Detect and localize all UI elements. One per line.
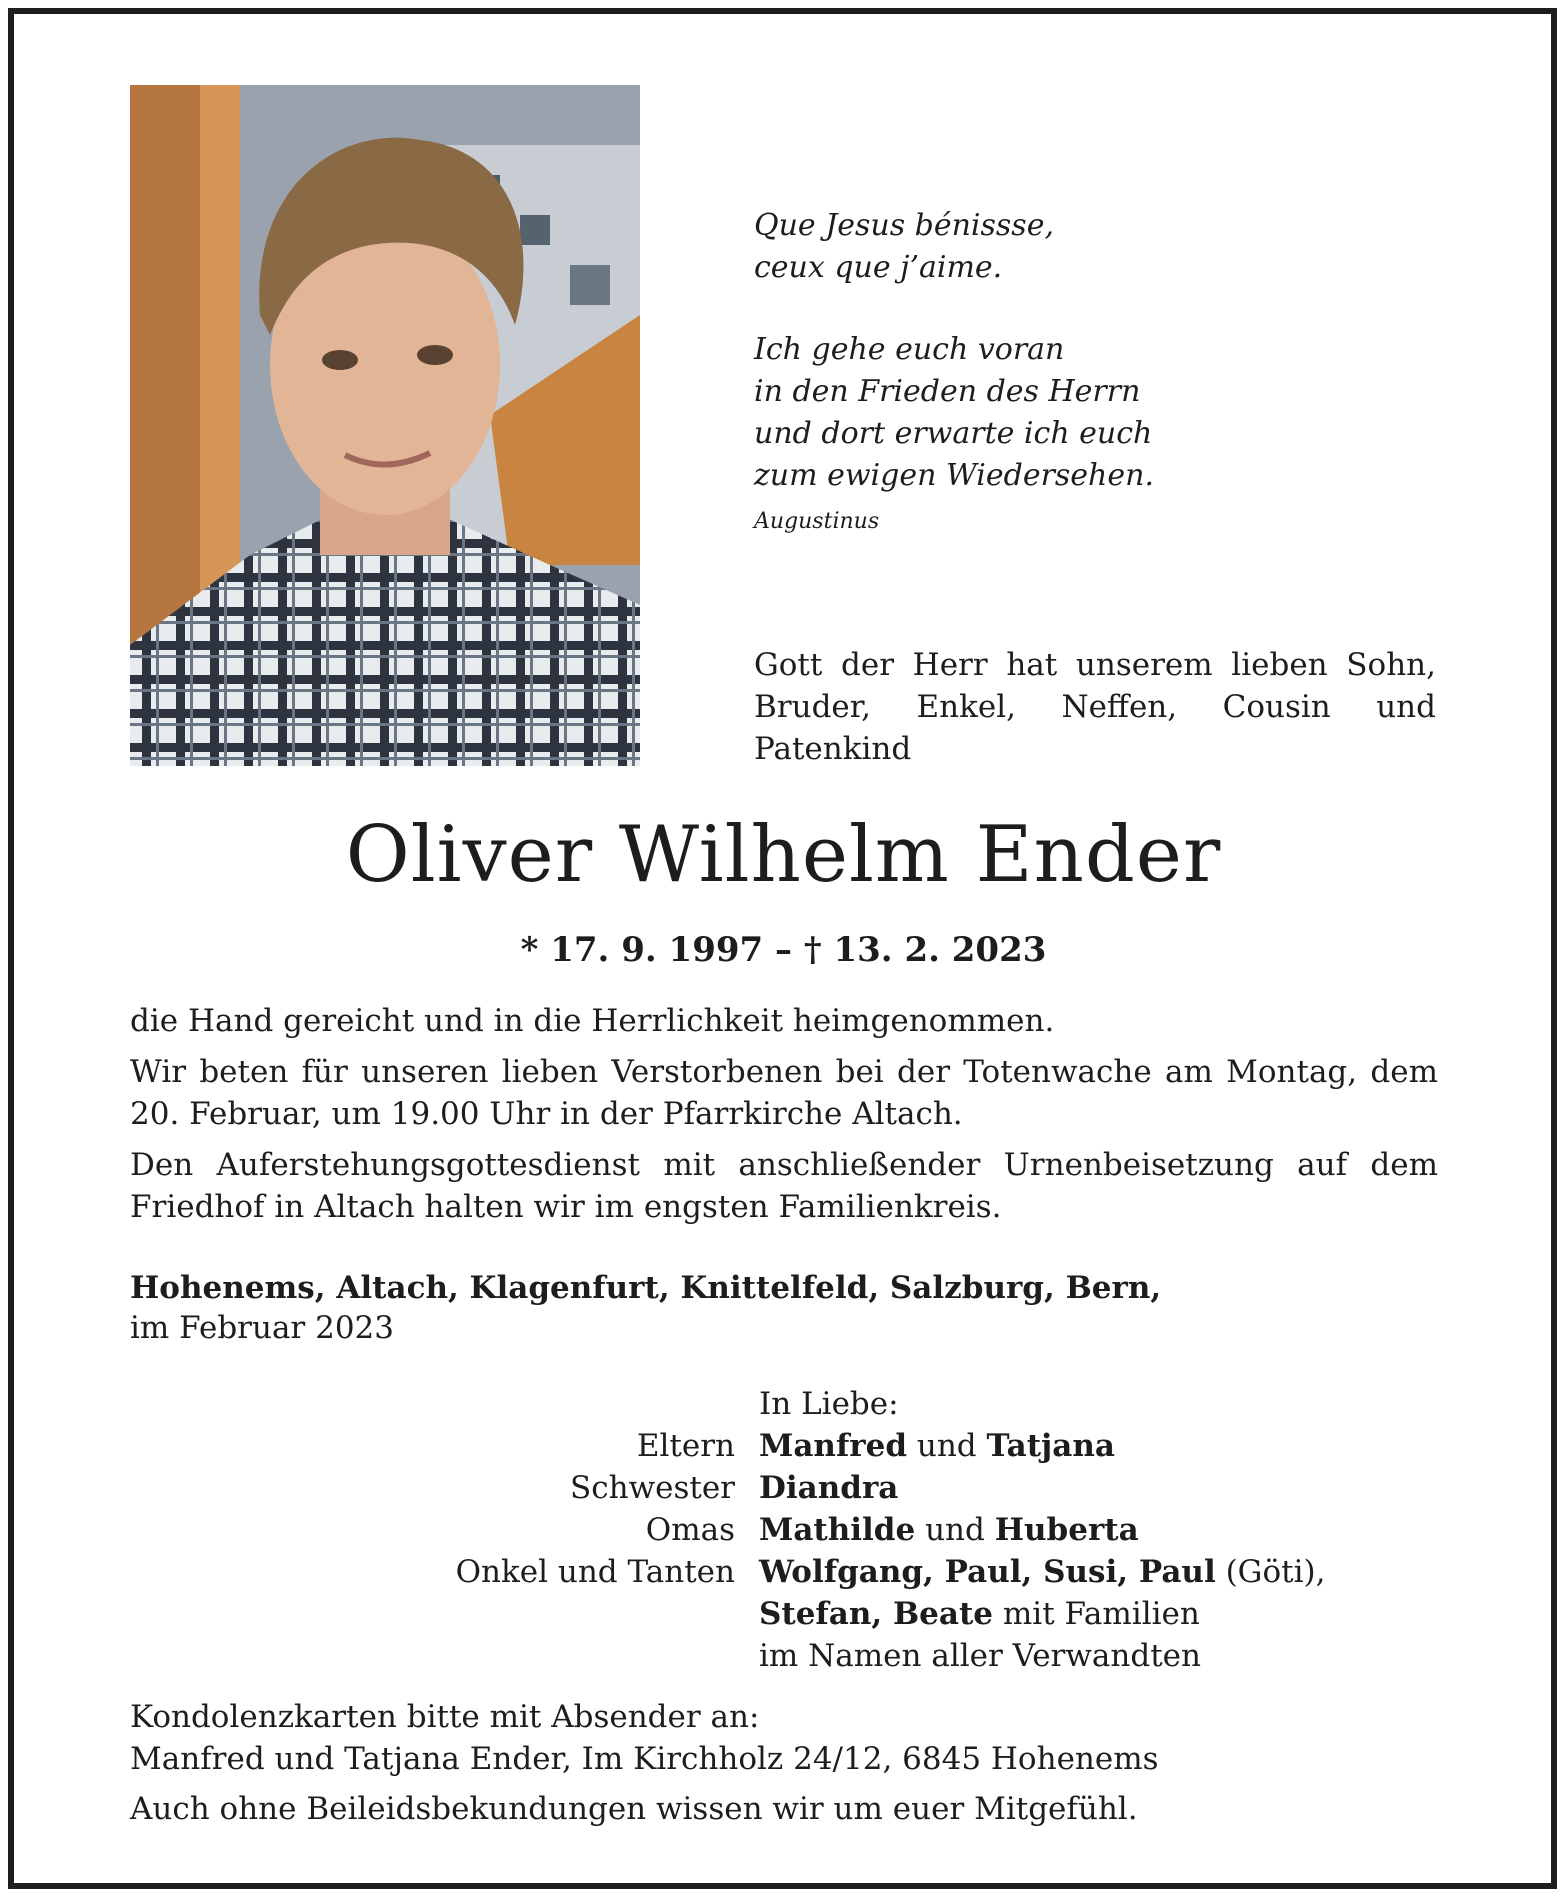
quote-author: Augustinus xyxy=(754,509,880,534)
deceased-name: Oliver Wilhelm Ender xyxy=(345,810,1222,900)
footer-address: Manfred und Tatjana Ender, Im Kirchholz 24/12, 6845 Hohenems xyxy=(130,1741,1159,1777)
mourner-names xyxy=(759,1425,1115,1467)
mourner-row xyxy=(0,1635,1567,1677)
mourner-name: Diandra xyxy=(759,1470,899,1506)
relation-label: Schwester xyxy=(570,1470,735,1506)
intro-text: Gott der Herr hat unserem lieben Sohn, Bruder, Enkel, Neffen, Cousin und Patenkind xyxy=(754,647,1436,767)
footer-line: Kondolenzkarten bitte mit Absender an: xyxy=(130,1699,760,1735)
mourner-name: Stefan, Beate xyxy=(759,1596,994,1632)
conjunction: und xyxy=(925,1512,985,1548)
places-block xyxy=(130,1268,1161,1348)
mourner-row xyxy=(0,1509,1567,1551)
quote-block xyxy=(754,205,1434,537)
announcement-paragraph: Wir beten für unseren lieben Verstorbenen bei der Totenwache am Montag, dem 20. Februar, um 19.00 Uhr in der Pfarrkirche Altach. xyxy=(130,1054,1438,1132)
announcement-paragraph: Den Auferstehungsgottesdienst mit anschließender Urnenbeisetzung auf dem Friedhof in Altach halten wir im engsten Familienkreis. xyxy=(130,1147,1438,1225)
mourner-row xyxy=(0,1425,1567,1467)
relation-label: Omas xyxy=(645,1512,735,1548)
mourner-row xyxy=(0,1467,1567,1509)
mourner-note: mit Familien xyxy=(993,1596,1200,1632)
mourner-row xyxy=(0,1593,1567,1635)
mourner-name: Mathilde xyxy=(759,1512,916,1548)
life-dates: * 17. 9. 1997 – † 13. 2. 2023 xyxy=(520,930,1047,970)
mourner-row xyxy=(0,1551,1567,1593)
mourners-list xyxy=(0,1383,1567,1677)
quote-line: in den Frieden des Herrn xyxy=(754,374,1141,409)
mourner-note: (Göti), xyxy=(1215,1554,1326,1590)
relatives-line: im Namen aller Verwandten xyxy=(759,1638,1201,1674)
quote-line: Que Jesus bénissse, xyxy=(754,208,1054,243)
announcement-paragraph: die Hand gereicht und in die Herrlichkeit heimgenommen. xyxy=(130,1003,1055,1039)
mourners-heading-row xyxy=(0,1383,1567,1425)
footer-line: Auch ohne Beileidsbekundungen wissen wir um euer Mitgefühl. xyxy=(130,1791,1138,1827)
announcement-text xyxy=(130,1000,1438,1237)
quote-line: zum ewigen Wiedersehen. xyxy=(754,458,1154,493)
mourner-name: Manfred xyxy=(759,1428,908,1464)
quote-line: Ich gehe euch voran xyxy=(754,332,1065,367)
mourner-name: Huberta xyxy=(994,1512,1139,1548)
places-list: Hohenems, Altach, Klagenfurt, Knittelfeld, Salzburg, Bern, xyxy=(130,1270,1162,1306)
conjunction: und xyxy=(916,1428,977,1464)
relation-label: Eltern xyxy=(636,1428,735,1464)
mourner-names xyxy=(759,1593,1200,1635)
quote-line: ceux que j’aime. xyxy=(754,250,1003,285)
mourner-name: Tatjana xyxy=(986,1428,1115,1464)
mourner-names xyxy=(759,1509,1139,1551)
relation-label: Onkel und Tanten xyxy=(455,1554,735,1590)
mourner-name: Wolfgang, Paul, Susi, Paul xyxy=(759,1554,1216,1590)
mourners-heading: In Liebe: xyxy=(759,1386,899,1422)
places-date: im Februar 2023 xyxy=(130,1310,394,1346)
mourner-names xyxy=(759,1467,898,1509)
portrait-illustration xyxy=(130,85,640,766)
portrait-photo xyxy=(130,85,640,766)
footer-block xyxy=(130,1696,1159,1830)
quote-line: und dort erwarte ich euch xyxy=(754,416,1153,451)
mourner-names xyxy=(759,1551,1325,1593)
